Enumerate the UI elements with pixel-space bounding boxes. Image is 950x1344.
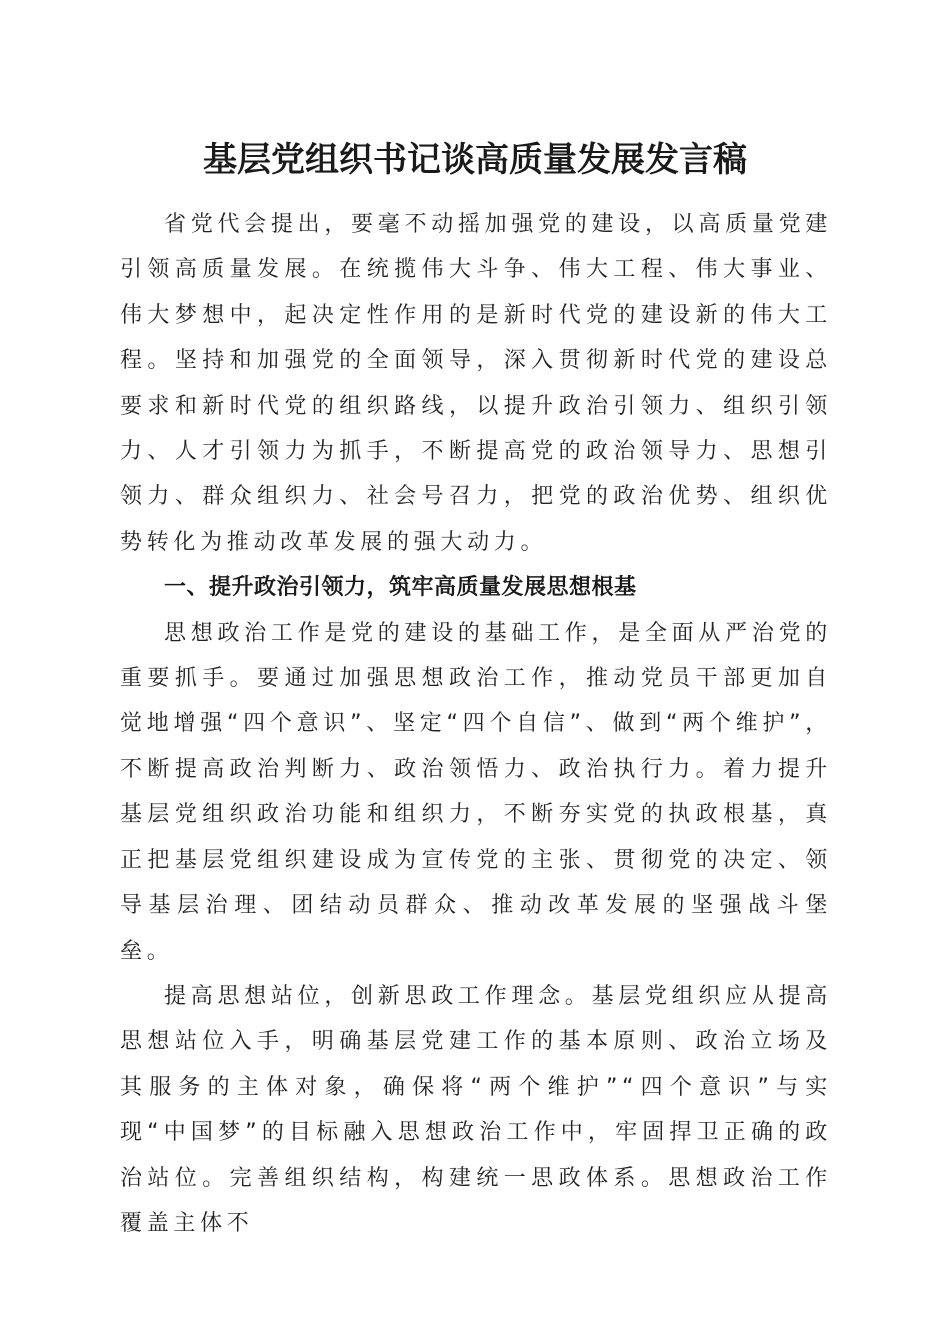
document-title: 基层党组织书记谈高质量发展发言稿 [203,140,747,180]
document-body [120,202,832,1246]
section-paragraph-1: 思想政治工作是党的建设的基础工作，是全面从严治党的重要抓手。要通过加强思想政治工作，推动党员干部更加自觉地增强“四个意识”、坚定“四个自信”、做到“两个维护”，不断提高政治判断力、政治领悟力、政治执行力。着力提升基层党组织政治功能和组织力，不断夯实党的执政根基，真正把基层党组织建设成为宣传党的主张、贯彻党的决定、领导基层治理、团结动员群众、推动改革发展的坚强战斗堡垒。 [120,620,832,964]
intro-paragraph: 省党代会提出，要毫不动摇加强党的建设，以高质量党建引领高质量发展。在统揽伟大斗争、伟大工程、伟大事业、伟大梦想中，起决定性作用的是新时代党的建设新的伟大工程。坚持和加强党的全面领导，深入贯彻新时代党的建设总要求和新时代党的组织路线，以提升政治引领力、组织引领力、人才引领力为抓手，不断提高党的政治领导力、思想引领力、群众组织力、社会号召力，把党的政治优势、组织优势转化为推动改革发展的强大动力。 [120,212,832,555]
section-heading: 一、提升政治引领力，筑牢高质量发展思想根基 [164,575,637,601]
section-paragraph-2: 提高思想站位，创新思政工作理念。基层党组织应从提高思想站位入手，明确基层党建工作的基本原则、政治立场及其服务的主体对象，确保将“两个维护”“四个意识”与实现“中国梦”的目标融入思想政治工作中，牢固捍卫正确的政治站位。完善组织结构，构建统一思政体系。思想政治工作覆盖主体不 [120,983,832,1236]
